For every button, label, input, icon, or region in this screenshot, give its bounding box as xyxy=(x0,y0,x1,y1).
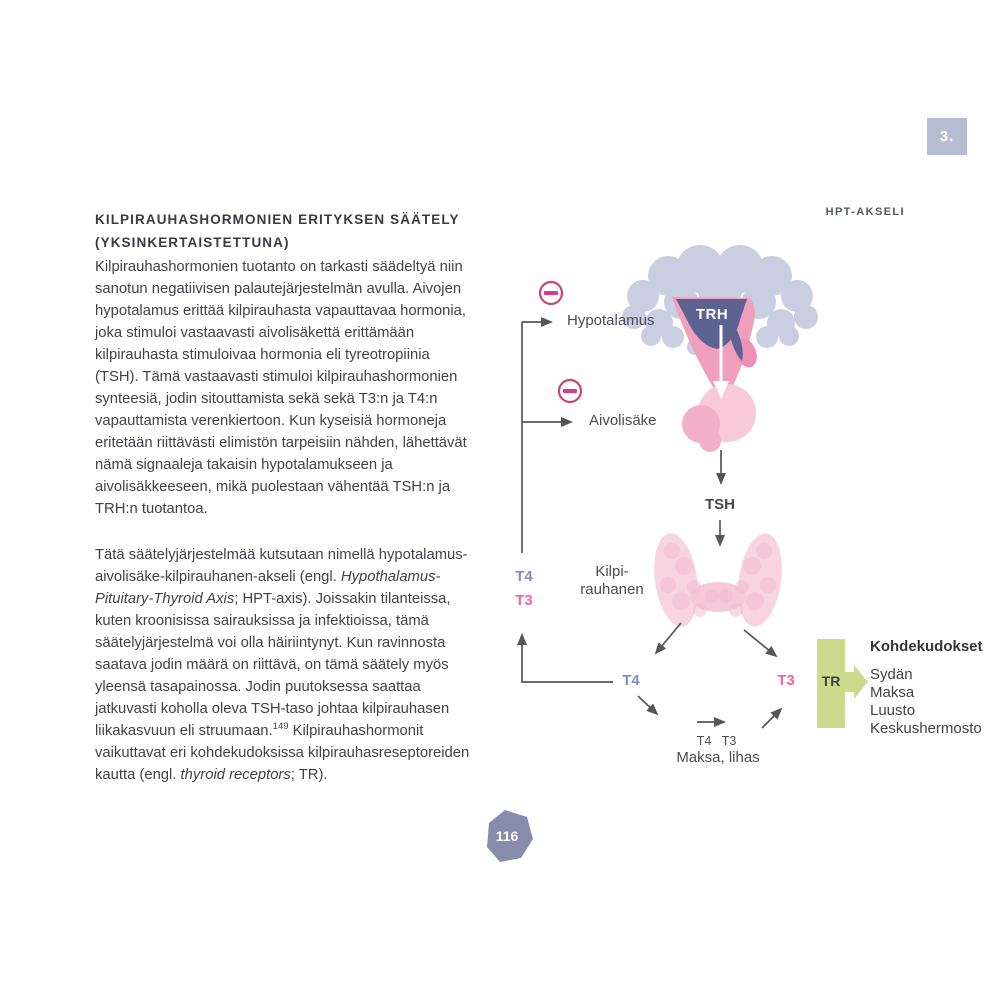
heading-line-2: (YKSINKERTAISTETTUNA) xyxy=(95,235,290,250)
thyroid-label: Kilpi- rauhanen xyxy=(580,563,644,598)
conversion-t3-label: T3 xyxy=(721,734,737,748)
thyroid-gland-icon xyxy=(649,531,788,630)
receptor-arrow-icon xyxy=(845,665,868,699)
minus-icon xyxy=(540,282,562,304)
paragraph-2: Tätä säätelyjärjestelmää kutsutaan nimellä hypotalamus-aivolisäke-kilpirauhanen-akseli (engl. Hypothalamus-Pituitary-Thyroid Axis; HPT-axis). Joissakin tilanteissa, kuten kroonisissa sairauksissa ja infektioissa, tämä säätelyjärjestelmä voi olla häiriintynyt. Kun ravinnosta saatava jodin määrä on riittävä, on tämä säätely myös yleensä tasapainossa. Jodin puutoksessa saattaa jatkuvasti koholla oleva TSH-taso johtaa kilpirauhasen liikakasvuun eli struumaan.$^{149}$ Kilpirauhashormonit vaikuttavat eri kohdekudoksissa kilpirauhasreseptoreiden kautta (engl. thyroid receptors; TR). xyxy=(95,547,470,783)
list-item: Luusto xyxy=(870,702,916,719)
t3-label: T3 xyxy=(777,672,795,689)
article-heading xyxy=(95,208,515,254)
pituitary-label: Aivolisäke xyxy=(589,412,657,429)
diagram-arrows xyxy=(522,322,781,728)
chapter-badge-label: 3. xyxy=(939,128,955,145)
heading-line-1: KILPIRAUHASHORMONIEN ERITYKSEN SÄÄTELY xyxy=(95,212,460,227)
list-item: Keskushermosto xyxy=(870,720,982,737)
trh-label: TRH xyxy=(695,306,729,323)
target-tissues-list xyxy=(870,666,982,738)
paragraph-1: Kilpirauhashormonien tuotanto on tarkasti säädeltyä niin sanotun negatiivisen palautejärjestelmän avulla. Aivojen hypotalamus erittää kilpirauhasta vapauttavaa hormonia, joka stimuloi vastaavasti aivolisäkettä erittämään kilpirauhasta stimuloivaa hormonia eli tyreotropiinia (TSH). Tämä vastaavasti stimuloi kilpirauhashormonien synteesiä, jodin sitouttamista sekä sekä T3:n ja T4:n vapauttamista verenkiertoon. Kun kyseisiä hormoneja eritetään riittävästi elimistön tarpeisiin nähden, lähettävät nämä signaaleja takaisin hypotalamukseen ja aivolisäkkeeseen, mikä puolestaan vähentää TSH:n ja TRH:n tuotantoa. xyxy=(95,259,467,517)
italic-term: thyroid receptors xyxy=(180,767,291,783)
minus-icon xyxy=(559,380,581,402)
list-item: Maksa xyxy=(870,684,915,701)
list-item: Sydän xyxy=(870,666,913,683)
italic-term: Hypothalamus-Pituitary-Thyroid Axis xyxy=(95,569,441,607)
conversion-site-label: Maksa, lihas xyxy=(676,749,760,766)
page-number: 116 xyxy=(495,828,519,844)
t4-feedback-label: T4 xyxy=(515,568,533,585)
target-tissues-heading: Kohdekudokset xyxy=(870,638,983,655)
t4-label: T4 xyxy=(622,672,640,689)
conversion-t4-label: T4 xyxy=(696,734,712,748)
running-head: HPT-AKSELI xyxy=(825,206,905,218)
footnote-reference: 149 xyxy=(272,721,289,733)
t3-feedback-label: T3 xyxy=(515,592,533,609)
body-text xyxy=(95,256,477,786)
chapter-badge xyxy=(927,118,967,155)
tsh-label: TSH xyxy=(705,496,735,513)
receptor-label: TR xyxy=(821,673,841,689)
hypothalamus-label: Hypotalamus xyxy=(567,312,655,329)
